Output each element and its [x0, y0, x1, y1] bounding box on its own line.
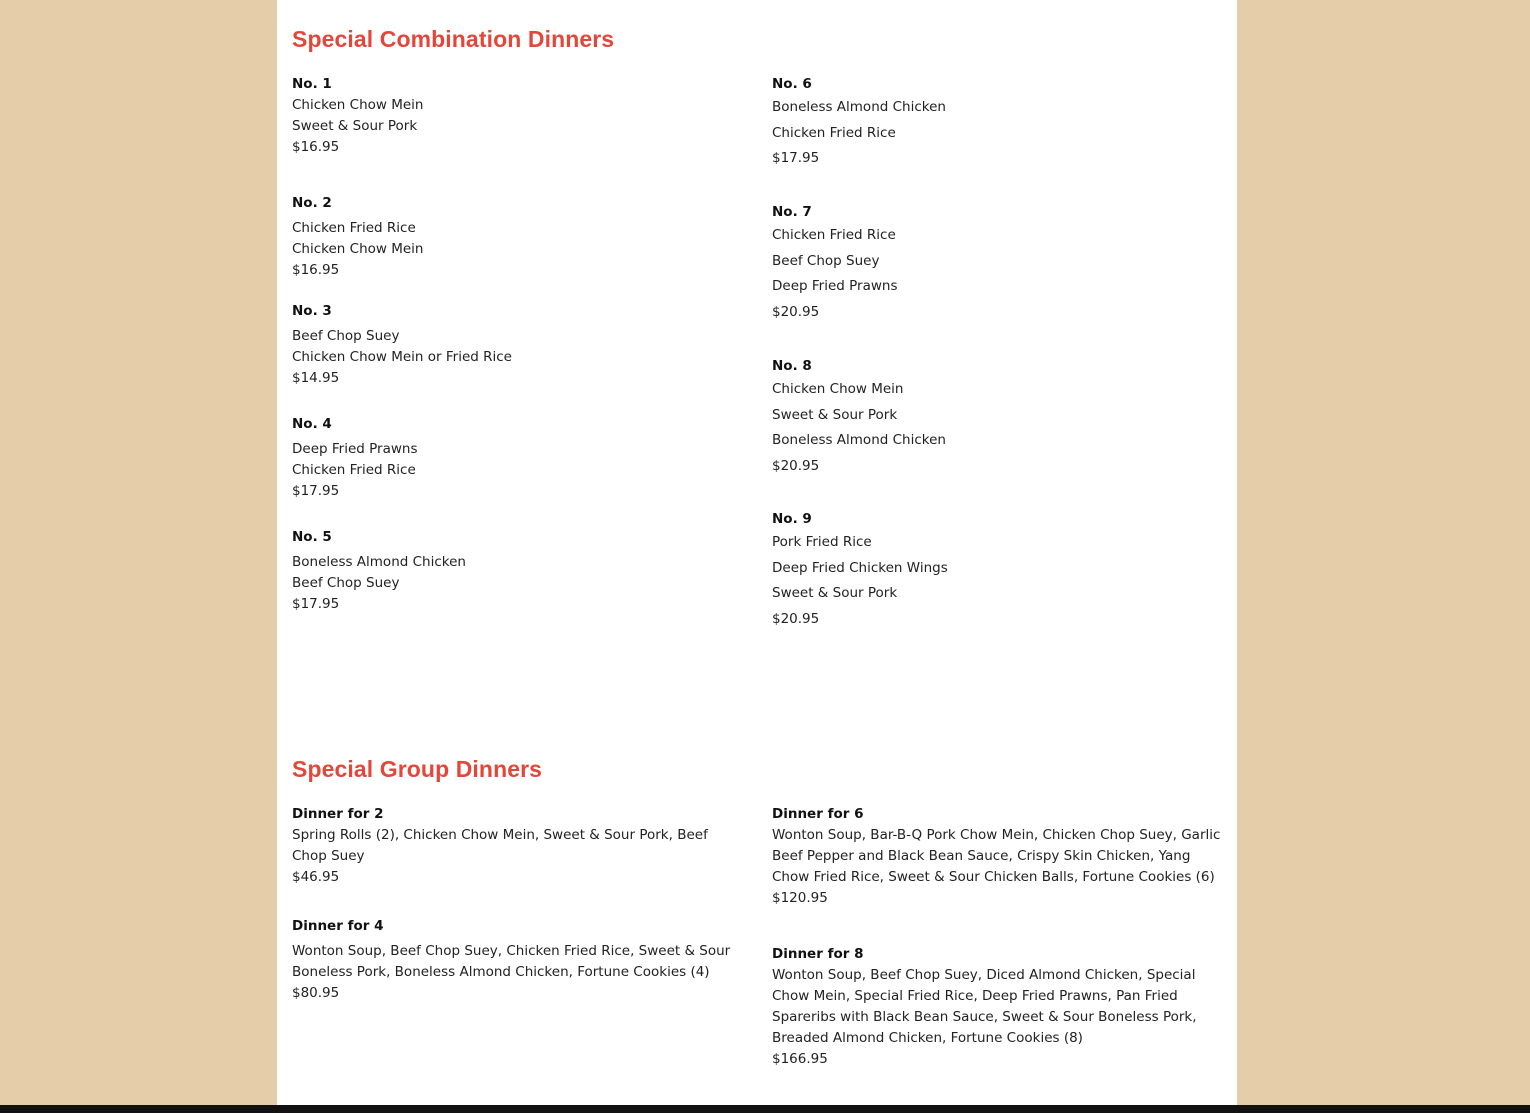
- item-name: No. 2: [292, 195, 332, 211]
- item-name: Dinner for 6: [772, 806, 864, 822]
- item-line: Beef Chop Suey: [292, 328, 400, 344]
- item-price: $20.95: [772, 457, 820, 474]
- item-description: Wonton Soup, Bar-B-Q Pork Chow Mein, Chicken Chop Suey, Garlic Beef Pepper and Black Bean Sauce, Crispy Skin Chicken, Yang Chow Fried Rice, Sweet & Sour Chicken Balls, Fortune Cookies (6): [772, 827, 1221, 885]
- item-name: No. 6: [772, 76, 812, 92]
- item-name: Dinner for 2: [292, 806, 384, 822]
- menu-item: [772, 202, 1222, 325]
- item-description: Spring Rolls (2), Chicken Chow Mein, Sweet & Sour Pork, Beef Chop Suey: [292, 827, 708, 864]
- item-line: Deep Fried Chicken Wings: [772, 559, 948, 576]
- item-price: $46.95: [292, 869, 340, 885]
- footer-bar: [0, 1105, 1530, 1113]
- item-description: Wonton Soup, Beef Chop Suey, Diced Almond Chicken, Special Chow Mein, Special Fried Rice, Deep Fried Prawns, Pan Fried Spareribs with Black Bean Sauce, Sweet & Sour Boneless Pork, Breaded Almond Chicken, Fortune Cookies (8): [772, 967, 1197, 1046]
- menu-item: [772, 356, 1222, 479]
- item-line: Sweet & Sour Pork: [772, 585, 898, 602]
- item-name: No. 5: [292, 529, 332, 545]
- item-price: $166.95: [772, 1051, 828, 1067]
- item-price: $16.95: [292, 262, 340, 278]
- item-price: $80.95: [292, 985, 340, 1001]
- menu-item: [292, 916, 737, 1004]
- item-name: Dinner for 4: [292, 918, 384, 934]
- item-line: Chicken Chow Mein: [292, 97, 424, 113]
- item-line: Deep Fried Prawns: [292, 441, 418, 457]
- item-line: Beef Chop Suey: [772, 252, 880, 269]
- item-price: $17.95: [292, 596, 340, 612]
- item-name: Dinner for 8: [772, 946, 864, 962]
- item-price: $14.95: [292, 370, 340, 386]
- menu-item: [772, 944, 1224, 1070]
- item-line: Chicken Chow Mein or Fried Rice: [292, 349, 512, 365]
- section-title-group: Special Group Dinners: [292, 756, 543, 782]
- item-price: $17.95: [772, 150, 820, 167]
- item-price: $20.95: [772, 303, 820, 320]
- item-name: No. 3: [292, 303, 332, 319]
- item-line: Sweet & Sour Pork: [292, 118, 418, 134]
- item-price: $20.95: [772, 610, 820, 627]
- menu-item: [292, 527, 742, 615]
- item-name: No. 4: [292, 416, 332, 432]
- menu-item: [292, 804, 737, 888]
- item-line: Chicken Fried Rice: [772, 227, 896, 243]
- item-description: Wonton Soup, Beef Chop Suey, Chicken Fried Rice, Sweet & Sour Boneless Pork, Boneless Almond Chicken, Fortune Cookies (4): [292, 943, 731, 980]
- menu-item: [292, 414, 742, 502]
- item-line: Chicken Fried Rice: [772, 124, 896, 141]
- item-price: $17.95: [292, 483, 340, 499]
- item-price: $16.95: [292, 139, 340, 155]
- menu-item: [292, 301, 742, 389]
- menu-item: [772, 509, 1222, 632]
- item-line: Boneless Almond Chicken: [772, 432, 946, 449]
- item-line: Chicken Fried Rice: [292, 462, 416, 478]
- item-name: No. 7: [772, 204, 812, 220]
- item-name: No. 9: [772, 511, 812, 527]
- menu-item: [292, 193, 742, 281]
- item-line: Chicken Chow Mein: [292, 241, 424, 257]
- item-line: Pork Fried Rice: [772, 534, 872, 550]
- item-line: Boneless Almond Chicken: [292, 554, 466, 570]
- item-line: Chicken Fried Rice: [292, 220, 416, 236]
- item-line: Sweet & Sour Pork: [772, 406, 898, 423]
- menu-item: [772, 804, 1224, 909]
- item-name: No. 1: [292, 76, 332, 92]
- item-line: Chicken Chow Mein: [772, 381, 904, 397]
- item-line: Boneless Almond Chicken: [772, 99, 946, 115]
- menu-page: [277, 0, 1237, 1105]
- menu-item: [772, 74, 1222, 172]
- item-price: $120.95: [772, 890, 828, 906]
- menu-item: [292, 74, 742, 158]
- item-line: Beef Chop Suey: [292, 575, 400, 591]
- item-line: Deep Fried Prawns: [772, 278, 898, 295]
- section-title-combination: Special Combination Dinners: [292, 26, 615, 52]
- item-name: No. 8: [772, 358, 812, 374]
